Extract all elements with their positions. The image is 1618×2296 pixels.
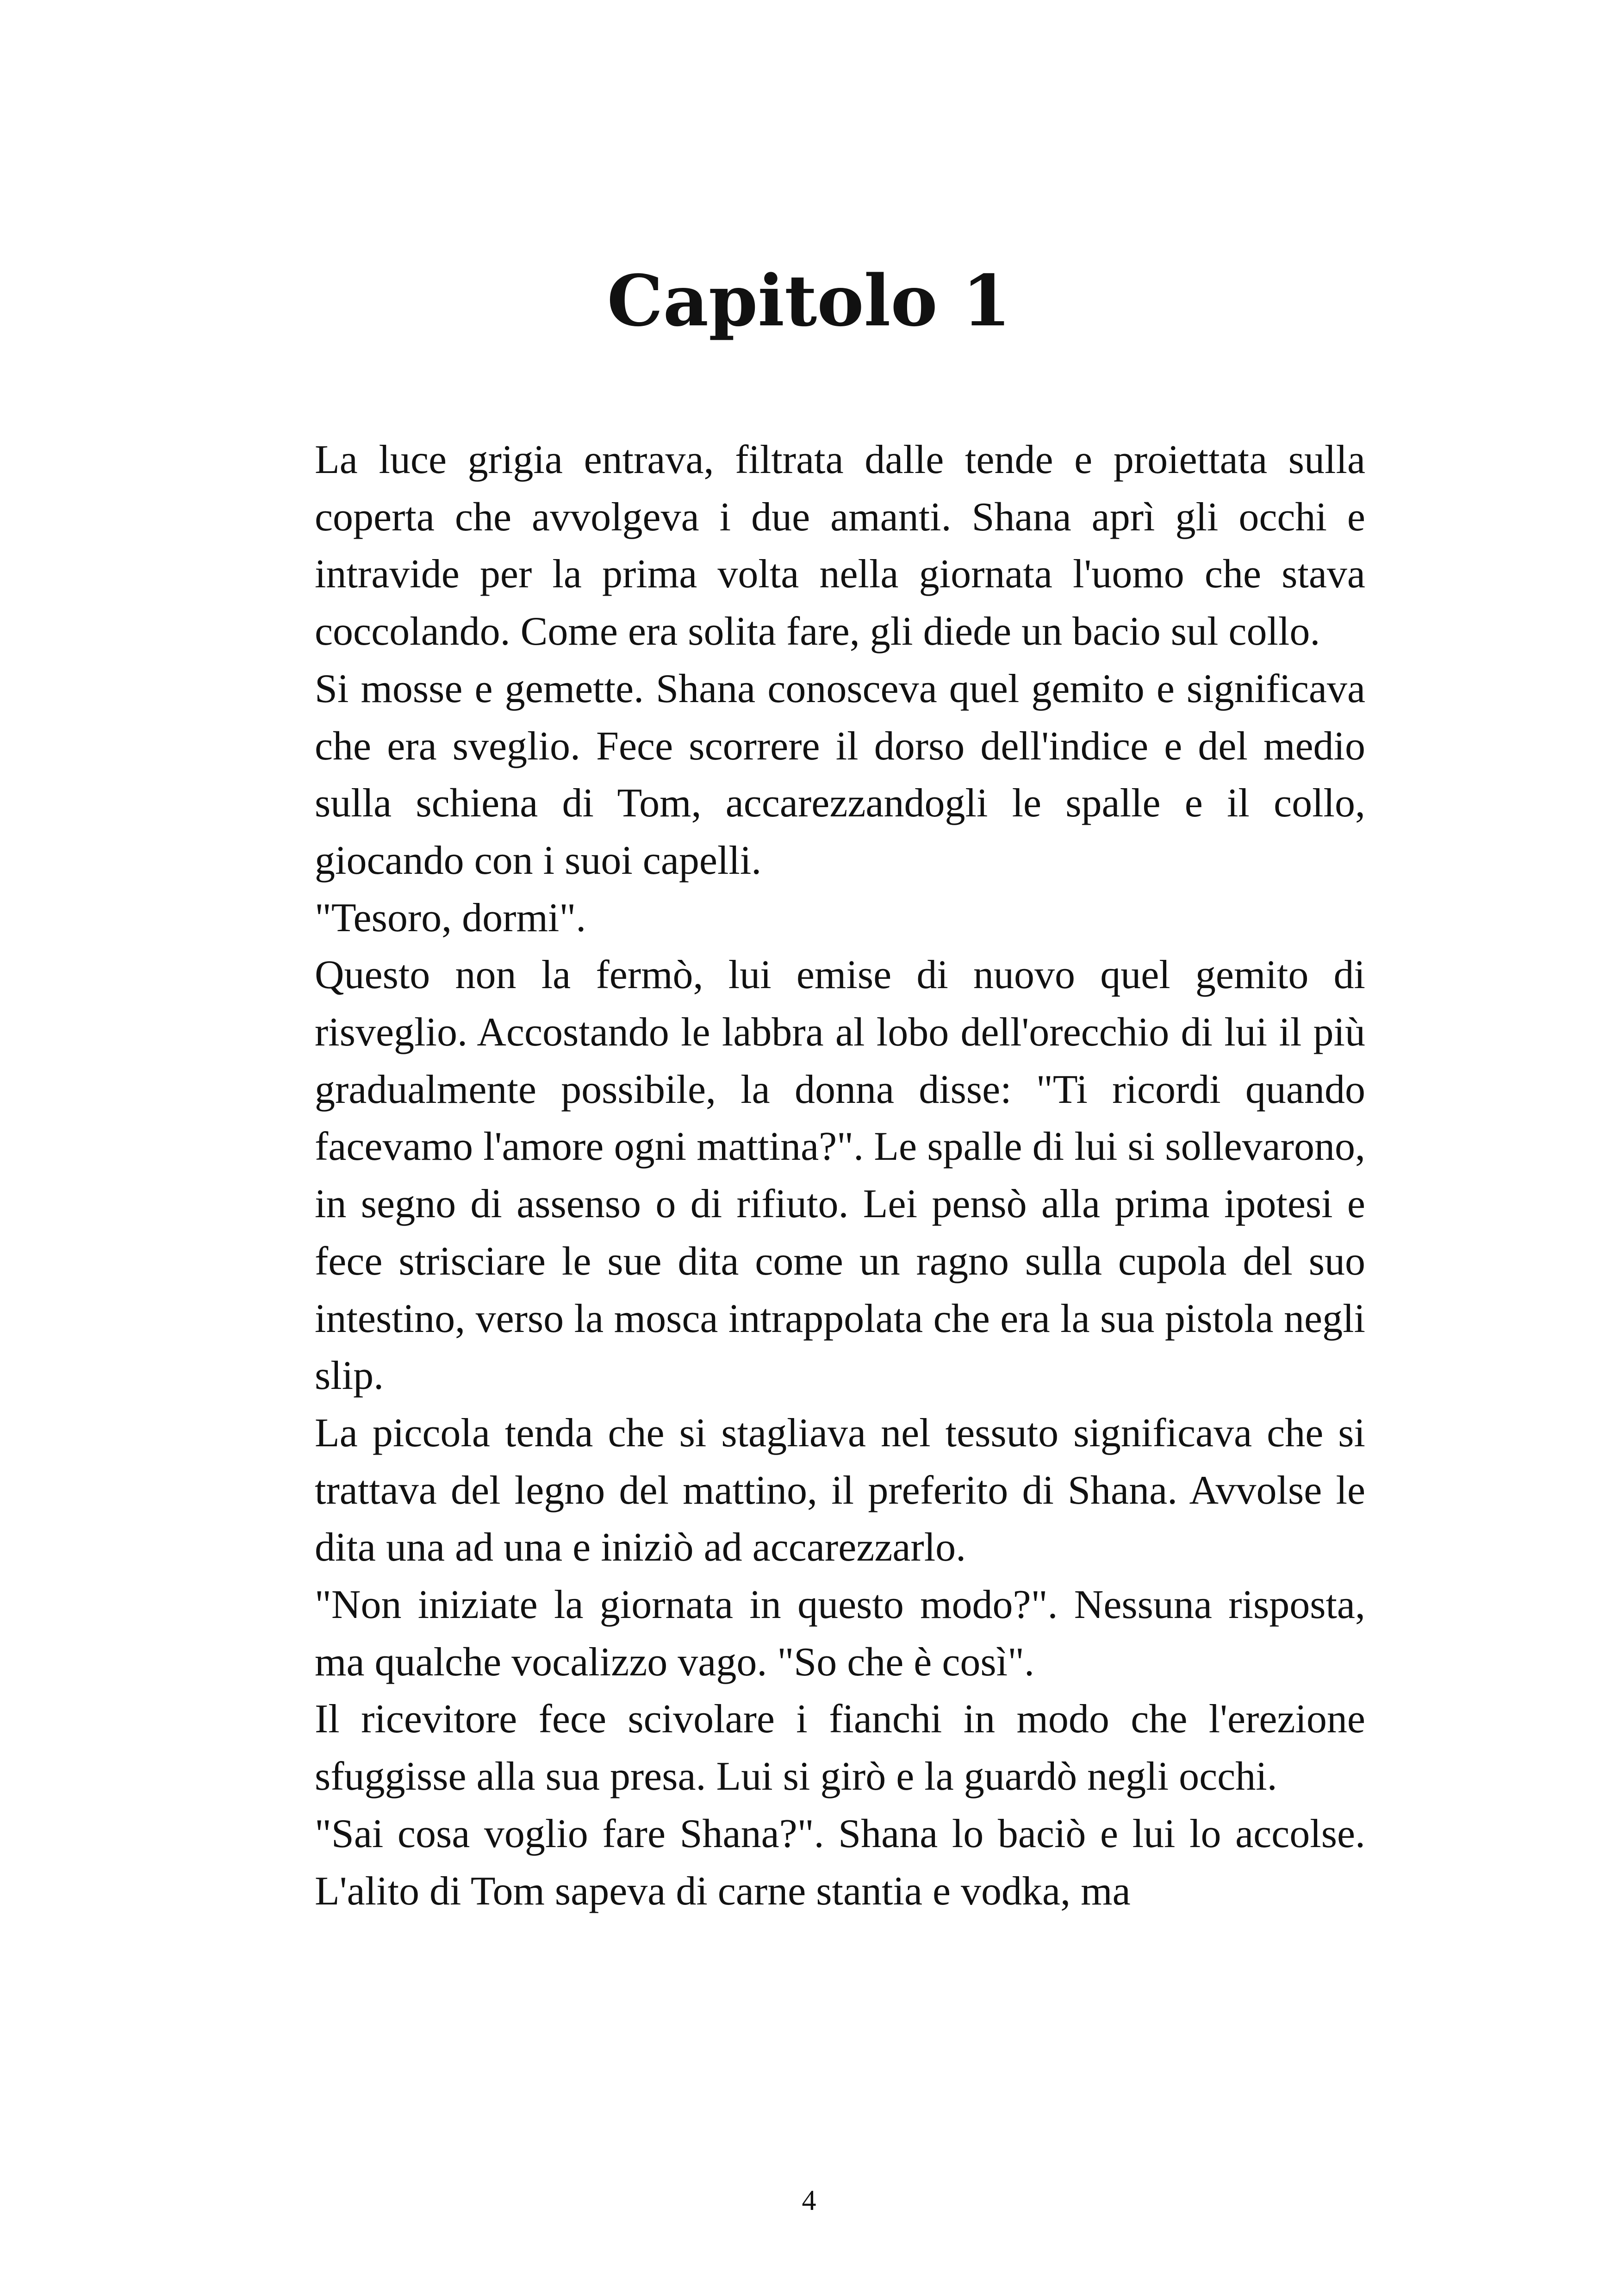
page-number: 4 xyxy=(802,2185,816,2216)
paragraph: Si mosse e gemette. Shana conosceva quel gemito e significava che era sveglio. Fece scorrere il dorso dell'indice e del medio sulla schiena di Tom, accarezzandogli le spalle e il collo, giocando con i suoi capelli. xyxy=(315,666,1365,883)
paragraph: Il ricevitore fece scivolare i fianchi in modo che l'erezione sfuggisse alla sua presa. Lui si girò e la guardò negli occhi. xyxy=(315,1697,1365,1799)
chapter-title: Capitolo 1 xyxy=(607,259,1011,342)
paragraph: "Non iniziate la giornata in questo modo?". Nessuna risposta, ma qualche vocalizzo vago. "So che è così". xyxy=(315,1582,1365,1685)
paragraph: "Sai cosa voglio fare Shana?". Shana lo baciò e lui lo accolse. L'alito di Tom sapeva di carne stantia e vodka, ma xyxy=(315,1811,1365,1914)
paragraph: "Tesoro, dormi". xyxy=(315,895,586,940)
paragraph: Questo non la fermò, lui emise di nuovo quel gemito di risveglio. Accostando le labbra al lobo dell'orecchio di lui il più gradualmente possibile, la donna disse: "Ti ricordi quando facevamo l'amore ogni mattina?". Le spalle di lui si sollevarono, in segno di assenso o di rifiuto. Lei pensò alla prima ipotesi e fece strisciare le sue dita come un ragno sulla cupola del suo intestino, verso la mosca intrappolata che era la sua pistola negli slip. xyxy=(315,952,1365,1399)
paragraph: La piccola tenda che si stagliava nel tessuto significava che si trattava del legno del mattino, il preferito di Shana. Avvolse le dita una ad una e iniziò ad accarezzarlo. xyxy=(315,1410,1365,1570)
chapter-body xyxy=(315,431,1365,1920)
paragraph: La luce grigia entrava, filtrata dalle tende e proiettata sulla coperta che avvolgeva i due amanti. Shana aprì gli occhi e intravide per la prima volta nella giornata l'uomo che stava coccolando. Come era solita fare, gli diede un bacio sul collo. xyxy=(315,437,1365,654)
